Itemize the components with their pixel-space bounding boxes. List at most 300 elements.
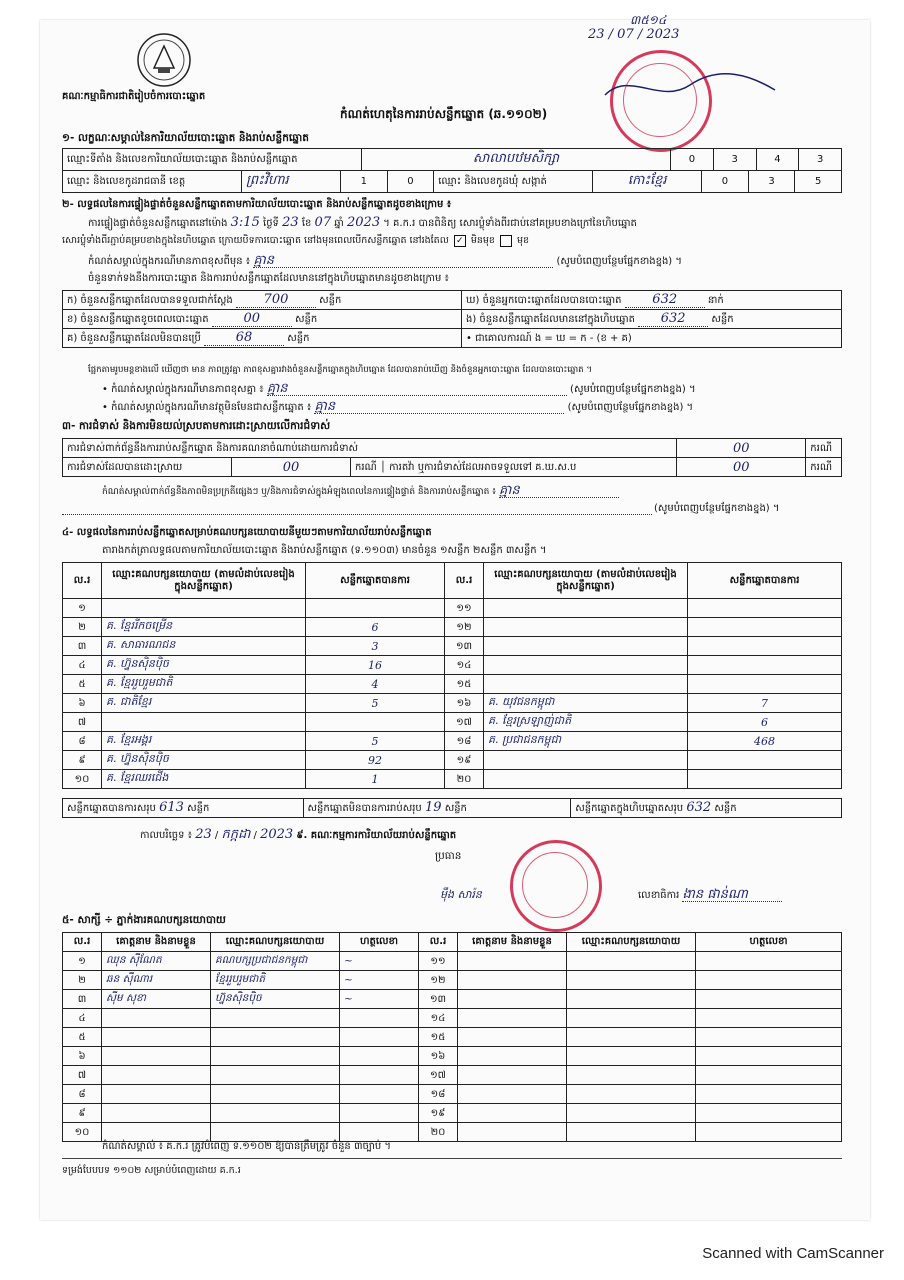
row-number: ១៧ xyxy=(419,1066,458,1085)
party-name: គ. ខ្មែរស្រឡាញ់ជាតិ xyxy=(484,713,688,732)
witness-party xyxy=(567,1028,696,1047)
date-day: 23 xyxy=(195,827,212,842)
count-gho-label: ឃ) ចំនួនអ្នកបោះឆ្នោតដែលបានបោះឆ្នោត xyxy=(466,295,622,306)
row-number: ១៤ xyxy=(445,656,484,675)
objection-row2b-text: ការតវ៉ា ឬការជំទាស់ដែលអាចទទួលទៅ គ.ឃ.ស.ប xyxy=(389,461,577,473)
count-ngo xyxy=(462,310,842,329)
count-kha-label: ខ) ចំនួនសន្លឹកឆ្នោតខូចពេលបោះឆ្នោត xyxy=(67,314,209,325)
table-row xyxy=(63,675,842,694)
row-number: ៤ xyxy=(63,1009,102,1028)
witness-name xyxy=(102,1085,211,1104)
objection-row2-unit: ករណី xyxy=(355,461,377,473)
witness-signature: ~ xyxy=(340,990,419,1009)
col-votes: សន្លឹកឆ្នោតបានការ xyxy=(688,563,842,599)
note-value: គ្មាន xyxy=(253,254,553,268)
vote-count: 6 xyxy=(306,618,445,637)
option-label-2: មុខ xyxy=(517,235,530,246)
row-number: ១ xyxy=(63,952,102,971)
verification-text-a: ការផ្ទៀងផ្ទាត់ចំនួនសន្លឹកឆ្នោតនៅម៉ោង xyxy=(88,218,228,229)
date-month: កក្កដា xyxy=(221,827,251,842)
count-ka xyxy=(63,291,462,310)
col-name: គោត្តនាម និងនាមខ្លួន xyxy=(458,933,567,952)
location-digit: 0 xyxy=(671,149,714,171)
vote-count: 3 xyxy=(306,637,445,656)
objection-row2b-label: ករណី │ ការតវ៉ា ឬការជំទាស់ដែលអាចទទួលទៅ គ.ឃ.ស.ប xyxy=(351,458,677,477)
vote-count xyxy=(688,751,842,770)
witness-party xyxy=(567,1066,696,1085)
date-year: 2023 xyxy=(260,827,294,842)
witness-party xyxy=(211,1009,340,1028)
note2-line xyxy=(102,382,696,396)
witness-party xyxy=(211,1047,340,1066)
check-line: ផ្អែកតាមរូបមន្តខាងលើ ឃើញថា មាន ភាពត្រូវគ្នា ភាពខុសគ្នារវាងចំនួនសន្លឹកឆ្នោតក្នុងហិបឆ្នោត ដែលបានរាប់ឃើញ និងចំនួនអ្នកបោះឆ្នោត ដែលបានបោះឆ្នោត ។ xyxy=(88,365,593,375)
table-row xyxy=(63,751,842,770)
row-number: ១៣ xyxy=(419,990,458,1009)
party-name: គ. ហ្វ៊ុនស៊ិនប៉ិច xyxy=(102,751,306,770)
total-invalid-unit: សន្លឹក xyxy=(444,803,467,814)
witness-party: ហ្វ៊ុនស៊ិនប៉ិច xyxy=(211,990,340,1009)
section5-title: ៥- សាក្សី ÷ ភ្នាក់ងារគណបក្សនយោបាយ xyxy=(62,914,226,926)
col-party: ឈ្មោះគណបក្សនយោបាយ (តាមលំដាប់លេខរៀងក្នុងសន្លឹកឆ្នោត) xyxy=(102,563,306,599)
table-row xyxy=(63,618,842,637)
col-party: ឈ្មោះគណបក្សនយោបាយ (តាមលំដាប់លេខរៀងក្នុងសន្លឹកឆ្នោត) xyxy=(484,563,688,599)
count-kha-value: 00 xyxy=(212,311,292,327)
count-ka-value: 700 xyxy=(236,292,316,308)
location-digit: 3 xyxy=(713,149,756,171)
scanner-watermark: Scanned with CamScanner xyxy=(702,1245,884,1262)
party-name: គ. យុវជនកម្ពុជា xyxy=(484,694,688,713)
witness-signature xyxy=(696,1047,842,1066)
signature-mark-top xyxy=(600,65,780,119)
witness-signature xyxy=(340,1066,419,1085)
commune-digit: 5 xyxy=(795,171,842,193)
vote-count: 5 xyxy=(306,732,445,751)
date-label: កាលបរិច្ឆេទ ៖ xyxy=(140,830,193,841)
count-ngo-unit: សន្លឹក xyxy=(711,314,734,325)
section1-table-row2 xyxy=(62,170,842,193)
witness-name xyxy=(102,1104,211,1123)
witness-party xyxy=(567,1085,696,1104)
date-line: កាលបរិច្ឆេទ ៖ 23 / កក្កដា / 2023 ៩. គណៈកម្មការការិយាល័យរាប់សន្លឹកឆ្នោត xyxy=(140,827,457,842)
row-number: ១៦ xyxy=(445,694,484,713)
witness-name: ឈុន ស៊ីណែត xyxy=(102,952,211,971)
counts-table xyxy=(62,290,842,348)
vote-count xyxy=(306,713,445,732)
witness-name xyxy=(458,1066,567,1085)
party-name: គ. ខ្មែររីកចម្រើន xyxy=(102,618,306,637)
objection-row2-value: 00 xyxy=(232,458,351,477)
form-page xyxy=(40,13,870,1220)
table-row xyxy=(63,1066,842,1085)
row-number: ៦ xyxy=(63,1047,102,1066)
verification-month: 07 xyxy=(314,215,332,230)
witness-signature xyxy=(696,1028,842,1047)
witness-signature xyxy=(340,1104,419,1123)
total-valid-unit: សន្លឹក xyxy=(187,803,210,814)
emblem-icon xyxy=(136,32,192,88)
secretary-name: ងាន ផាន់ណា xyxy=(682,888,782,902)
vote-count xyxy=(688,770,842,789)
count-ka-unit: សន្លឹក xyxy=(319,295,342,306)
province-label: ឈ្មោះ និងលេខកូដរាជធានី ខេត្ត xyxy=(63,171,242,193)
col-no: ល.រ xyxy=(419,933,458,952)
witness-name xyxy=(102,1066,211,1085)
witness-party xyxy=(567,1009,696,1028)
witness-signature xyxy=(696,952,842,971)
row-number: ១២ xyxy=(445,618,484,637)
commune-digit: 3 xyxy=(748,171,795,193)
total-box xyxy=(571,799,842,818)
section3-note xyxy=(102,484,619,499)
party-name xyxy=(484,770,688,789)
row-number: ៧ xyxy=(63,713,102,732)
witness-signature xyxy=(696,1085,842,1104)
seal-text: សោរប្លុំទាំងពីរភ្ជាប់គម្របខាងក្នុងនៃហិបឆ្នោត ក្រោយបិទការបោះឆ្នោត នៅងមុនពេលបើកសន្លឹកឆ្នោត នៅរងតែល xyxy=(62,235,449,246)
count-ka-label: ក) ចំនួនសន្លឹកឆ្នោតដែលបានទទួលជាក់ស្តែង xyxy=(67,295,233,306)
count-kha-unit: សន្លឹក xyxy=(294,314,318,325)
col-sign: ហត្ថលេខា xyxy=(696,933,842,952)
witness-signature xyxy=(696,1123,842,1142)
total-box-label: សន្លឹកឆ្នោតក្នុងហិបឆ្នោតសរុប xyxy=(575,803,684,814)
col-no: ល.រ xyxy=(445,563,484,599)
party-name xyxy=(484,656,688,675)
objections-table xyxy=(62,438,842,477)
party-name xyxy=(484,675,688,694)
vote-count xyxy=(688,618,842,637)
verification-text-c: ខែ xyxy=(301,218,312,229)
row-number: ១៤ xyxy=(419,1009,458,1028)
total-box-unit: សន្លឹក xyxy=(714,803,737,814)
row-number: ៧ xyxy=(63,1066,102,1085)
verification-text-d: ឆ្នាំ xyxy=(334,218,344,229)
row-number: ១៥ xyxy=(419,1028,458,1047)
table-row xyxy=(63,770,842,789)
objection-row2b-value: 00 xyxy=(677,458,806,477)
party-name xyxy=(484,751,688,770)
party-name: គ. ខ្មែរអង្គរ xyxy=(102,732,306,751)
chair-label: ប្រធាន xyxy=(435,850,462,862)
row-number: ៥ xyxy=(63,1028,102,1047)
witness-party xyxy=(567,1047,696,1066)
section3-title: ៣- ការជំទាស់ និងការមិនយល់ស្របតាមការដោះស្រាយលើការជំទាស់ xyxy=(62,420,331,432)
handwritten-top: ៣៥១៤ xyxy=(630,13,667,27)
col-party: ឈ្មោះគណបក្សនយោបាយ xyxy=(211,933,340,952)
totals-table xyxy=(62,798,842,818)
location-digit: 4 xyxy=(756,149,799,171)
total-valid-label: សន្លឹកឆ្នោតបានការសរុប xyxy=(67,803,156,814)
col-no: ល.រ xyxy=(63,933,102,952)
witness-name xyxy=(102,1123,211,1142)
count-ngo-label: ង) ចំនួនសន្លឹកឆ្នោតដែលមាននៅក្នុងហិបឆ្នោត xyxy=(466,314,635,325)
section3-hint: (សូមបំពេញបន្ថែមផ្នែកខាងខ្នង) ។ xyxy=(654,503,780,514)
section3-note-value: គ្មាន xyxy=(499,484,619,498)
section1-table xyxy=(62,148,842,171)
witness-table xyxy=(62,932,842,1142)
witness-party xyxy=(211,1028,340,1047)
party-name xyxy=(102,713,306,732)
witness-name xyxy=(102,1009,211,1028)
total-valid-value: 613 xyxy=(159,800,184,815)
objection-row1-unit: ករណី xyxy=(806,439,842,458)
section2-title: ២- លទ្ធផលនៃការផ្ទៀងផ្ទាត់ចំនួនសន្លឹកឆ្នោតតាមការិយាល័យបោះឆ្នោត និងរាប់សន្លឹកឆ្នោតដូចខាងក្រោម ៖ xyxy=(62,199,452,210)
table-row xyxy=(63,1104,842,1123)
objection-row1-label: ការជំទាស់ពាក់ព័ន្ធនឹងការរាប់សន្លឹកឆ្នោត និងការគណនាចំណាប់ដោយការជំទាស់ xyxy=(63,439,677,458)
count-ko-unit: សន្លឹក xyxy=(287,333,310,344)
witness-signature xyxy=(340,1028,419,1047)
row-number: ១៨ xyxy=(419,1085,458,1104)
formula: • ជាគោលការណ៍ ង = ឃ = ក - (ខ + គ) xyxy=(462,329,842,348)
province-digit: 0 xyxy=(387,171,434,193)
witness-name xyxy=(102,1047,211,1066)
secretary-label: លេខាធិការ xyxy=(638,890,680,901)
note-line xyxy=(88,254,682,268)
table-row xyxy=(63,971,842,990)
note2-value: គ្មាន xyxy=(267,382,567,396)
row-number: ២០ xyxy=(419,1123,458,1142)
witness-signature: ~ xyxy=(340,971,419,990)
section1-title: ១- លក្ខណៈសម្គាល់នៃការិយាល័យបោះឆ្នោត និងរាប់សន្លឹកឆ្នោត xyxy=(62,132,309,144)
witness-signature xyxy=(696,990,842,1009)
witness-party: គណបក្សប្រជាជនកម្ពុជា xyxy=(211,952,340,971)
table-row xyxy=(63,694,842,713)
note-hint: (សូមបំពេញបន្ថែមផ្នែកខាងខ្នង) ។ xyxy=(556,256,682,267)
vote-count xyxy=(688,637,842,656)
row-number: ២ xyxy=(63,971,102,990)
section4-intro: តារាងកត់ត្រាលទ្ធផលតាមការិយាល័យបោះឆ្នោត និងរាប់សន្លឹកឆ្នោត (ទ.១១០៣) មានចំនួន ១សន្លឹក ២សន្លឹក ៣សន្លឹក ។ xyxy=(102,545,547,556)
witness-party xyxy=(567,1123,696,1142)
org-name: គណៈកម្មាធិការជាតិរៀបចំការបោះឆ្នោត xyxy=(62,91,206,102)
form-title: កំណត់ហេតុនៃការរាប់សន្លឹកឆ្នោត (ឆ.១១០២) xyxy=(340,107,548,121)
counts-intro: ចំនួនទាក់ទងនឹងការបោះឆ្នោត និងការរាប់សន្លឹកឆ្នោតដែលមាននៅក្នុងហិបឆ្នោតមានដូចខាងក្រោម ៖ xyxy=(88,273,449,284)
official-stamp-committee xyxy=(510,840,602,932)
note3-label: • កំណត់សម្គាល់ក្នុងករណីមានវត្ថុមិនមែនជាសន្លឹកឆ្នោត ៖ xyxy=(102,402,312,413)
row-number: ១២ xyxy=(419,971,458,990)
witness-party xyxy=(211,1104,340,1123)
row-number: ១៩ xyxy=(419,1104,458,1123)
vote-count: 468 xyxy=(688,732,842,751)
note-label: កំណត់សម្គាល់ក្នុងករណីមានភាពខុសពីមុន ៖ xyxy=(88,256,251,267)
handwritten-date: 23 / 07 / 2023 xyxy=(588,27,680,42)
witness-signature xyxy=(340,1123,419,1142)
table-row xyxy=(63,732,842,751)
party-name: គ. ខ្មែរឈរជើង xyxy=(102,770,306,789)
vote-count xyxy=(688,675,842,694)
form-footer: ទម្រង់បែបបទ ១១០២ សម្រាប់បំពេញដោយ គ.ក.រ xyxy=(62,1165,241,1176)
witness-signature xyxy=(340,1047,419,1066)
count-gho-unit: នាក់ xyxy=(707,295,724,306)
row-number: ៤ xyxy=(63,656,102,675)
row-number: ១៦ xyxy=(419,1047,458,1066)
location-digit: 3 xyxy=(799,149,842,171)
witness-party xyxy=(567,971,696,990)
note3-line xyxy=(102,400,693,414)
col-sign: ហត្ថលេខា xyxy=(340,933,419,952)
option-checkbox[interactable] xyxy=(500,235,512,247)
col-votes: សន្លឹកឆ្នោតបានការ xyxy=(306,563,445,599)
commune-digit: 0 xyxy=(702,171,749,193)
commune-value: កោះខ្មែរ xyxy=(593,171,702,193)
row-number: ៨ xyxy=(63,1085,102,1104)
table-row xyxy=(63,1009,842,1028)
party-name xyxy=(102,599,306,618)
row-number: ១៩ xyxy=(445,751,484,770)
witness-party xyxy=(211,1123,340,1142)
witness-party xyxy=(567,952,696,971)
witness-name xyxy=(458,1085,567,1104)
party-name: គ. ហ្វ៊ុនស៊ិនប៉ិច xyxy=(102,656,306,675)
witness-name xyxy=(458,1009,567,1028)
objection-row2-label: ការជំទាស់ដែលបានដោះស្រាយ xyxy=(63,458,232,477)
committee-label: ៩. គណៈកម្មការការិយាល័យរាប់សន្លឹកឆ្នោត xyxy=(296,830,457,841)
vote-count: 92 xyxy=(306,751,445,770)
option-checkbox-checked[interactable]: ✓ xyxy=(454,235,466,247)
row-number: ១៣ xyxy=(445,637,484,656)
vote-count: 5 xyxy=(306,694,445,713)
objection-row2b-unit: ករណី xyxy=(806,458,842,477)
divider xyxy=(62,1158,842,1159)
table-row xyxy=(63,599,842,618)
count-gho xyxy=(462,291,842,310)
province-value: ព្រះវិហារ xyxy=(242,171,341,193)
row-number: ១ xyxy=(63,599,102,618)
secretary-line xyxy=(638,888,782,902)
party-name xyxy=(484,637,688,656)
verification-text-e: ។ គ.ក.រ បានពិនិត្យ សោរប្លុំទាំងពីរជាប់នៅគម្របខាងក្រៅនៃហិបឆ្នោត xyxy=(383,218,637,229)
table-row xyxy=(63,1085,842,1104)
witness-signature xyxy=(340,1085,419,1104)
row-number: ៣ xyxy=(63,990,102,1009)
table-row xyxy=(63,637,842,656)
party-name: គ. ជាតិខ្មែរ xyxy=(102,694,306,713)
verification-text-b: ថ្ងៃទី xyxy=(263,218,279,229)
witness-name: ស៊ីម សុខា xyxy=(102,990,211,1009)
party-name xyxy=(484,599,688,618)
witness-party xyxy=(211,1066,340,1085)
vote-count xyxy=(688,599,842,618)
location-label: ឈ្មោះទីតាំង និងលេខការិយាល័យបោះឆ្នោត និងរាប់សន្លឹកឆ្នោត xyxy=(63,149,362,171)
note2-label: • កំណត់សម្គាល់ក្នុងករណីមានភាពខុសគ្នា ៖ xyxy=(102,384,264,395)
count-ko-label: គ) ចំនួនសន្លឹកឆ្នោតដែលមិនបានប្រើ xyxy=(67,333,201,344)
row-number: ៨ xyxy=(63,732,102,751)
row-number: ១០ xyxy=(63,1123,102,1142)
row-number: ៩ xyxy=(63,751,102,770)
objection-row1-value: 00 xyxy=(677,439,806,458)
vote-count xyxy=(688,656,842,675)
vote-count: 6 xyxy=(688,713,842,732)
province-digit: 1 xyxy=(341,171,388,193)
total-invalid xyxy=(303,799,571,818)
witness-name xyxy=(458,1028,567,1047)
party-name xyxy=(484,618,688,637)
row-number: ៩ xyxy=(63,1104,102,1123)
note3-value: គ្មាន xyxy=(314,400,564,414)
verification-year: 2023 xyxy=(347,215,381,230)
witness-signature: ~ xyxy=(340,952,419,971)
witness-name xyxy=(458,990,567,1009)
row-number: ៣ xyxy=(63,637,102,656)
witness-signature xyxy=(696,1009,842,1028)
party-name: គ. ខ្មែររួបរួមជាតិ xyxy=(102,675,306,694)
witness-party xyxy=(211,1085,340,1104)
location-value: សាលាបឋមសិក្សា xyxy=(362,149,671,171)
witness-signature xyxy=(696,1066,842,1085)
count-ngo-value: 632 xyxy=(638,311,708,327)
party-name: គ. ប្រជាជនកម្ពុជា xyxy=(484,732,688,751)
option-label-1: មិនមុខ xyxy=(470,235,495,246)
table-row xyxy=(63,1123,842,1142)
row-number: ១០ xyxy=(63,770,102,789)
witness-name xyxy=(458,1047,567,1066)
total-invalid-label: សន្លឹកឆ្នោតមិនបានការរាប់សរុប xyxy=(307,803,422,814)
note3-hint: (សូមបំពេញបន្ថែមផ្នែកខាងខ្នង) ។ xyxy=(567,402,694,413)
count-ko xyxy=(63,329,462,348)
chair-name: ម៉ឹង សារ៉ន xyxy=(440,888,482,901)
row-number: ១១ xyxy=(419,952,458,971)
seal-line xyxy=(62,234,529,247)
table-row xyxy=(63,1047,842,1066)
witness-name: ឆន ស៊ីណារ xyxy=(102,971,211,990)
witness-party: ខ្មែររួបរួមជាតិ xyxy=(211,971,340,990)
witness-name xyxy=(102,1028,211,1047)
witness-party xyxy=(567,1104,696,1123)
witness-name xyxy=(458,1123,567,1142)
vote-count: 1 xyxy=(306,770,445,789)
row-number: ២ xyxy=(63,618,102,637)
verification-day: 23 xyxy=(282,215,299,230)
total-invalid-value: 19 xyxy=(424,800,442,815)
witness-signature xyxy=(340,1009,419,1028)
section3-note-label: កំណត់សម្គាល់ពាក់ព័ន្ធនឹងភាពមិនប្រក្រតីផ្សេងៗ ឬ/និងការជំទាស់ក្នុងអំឡុងពេលនៃការផ្ទៀងផ្ទាត់ និងការរាប់សន្លឹកឆ្នោត ៖ xyxy=(102,487,497,497)
vote-count xyxy=(306,599,445,618)
witness-signature xyxy=(696,1104,842,1123)
count-gho-value: 632 xyxy=(625,292,705,308)
col-party: ឈ្មោះគណបក្សនយោបាយ xyxy=(567,933,696,952)
table-row xyxy=(63,990,842,1009)
commune-label: ឈ្មោះ និងលេខកូដឃុំ សង្កាត់ xyxy=(434,171,593,193)
section4-title: ៤- លទ្ធផលនៃការរាប់សន្លឹកឆ្នោតសម្រាប់គណបក្សនយោបាយនីមួយៗតាមការិយាល័យរាប់សន្លឹកឆ្នោត xyxy=(62,527,432,538)
results-table xyxy=(62,562,842,789)
row-number: ២០ xyxy=(445,770,484,789)
total-box-value: 632 xyxy=(686,800,712,815)
note2-hint: (សូមបំពេញបន្ថែមផ្នែកខាងខ្នង) ។ xyxy=(570,384,696,395)
vote-count: 16 xyxy=(306,656,445,675)
witness-party xyxy=(567,990,696,1009)
vote-count: 7 xyxy=(688,694,842,713)
witness-name xyxy=(458,1104,567,1123)
row-number: ១៨ xyxy=(445,732,484,751)
row-number: ១៧ xyxy=(445,713,484,732)
table-row xyxy=(63,1028,842,1047)
col-name: គោត្តនាម និងនាមខ្លួន xyxy=(102,933,211,952)
dotted-line xyxy=(62,514,652,515)
row-number: ១១ xyxy=(445,599,484,618)
witness-signature xyxy=(696,971,842,990)
party-name: គ. សាធារណជន xyxy=(102,637,306,656)
total-valid xyxy=(63,799,304,818)
row-number: ៥ xyxy=(63,675,102,694)
vote-count: 4 xyxy=(306,675,445,694)
table-row xyxy=(63,713,842,732)
row-number: ៦ xyxy=(63,694,102,713)
verification-time: 3:15 xyxy=(230,215,260,230)
row-number: ១៥ xyxy=(445,675,484,694)
count-ko-value: 68 xyxy=(204,330,284,346)
count-kha xyxy=(63,310,462,329)
table-row xyxy=(63,656,842,675)
witness-name xyxy=(458,952,567,971)
verification-line xyxy=(88,216,637,230)
witness-name xyxy=(458,971,567,990)
